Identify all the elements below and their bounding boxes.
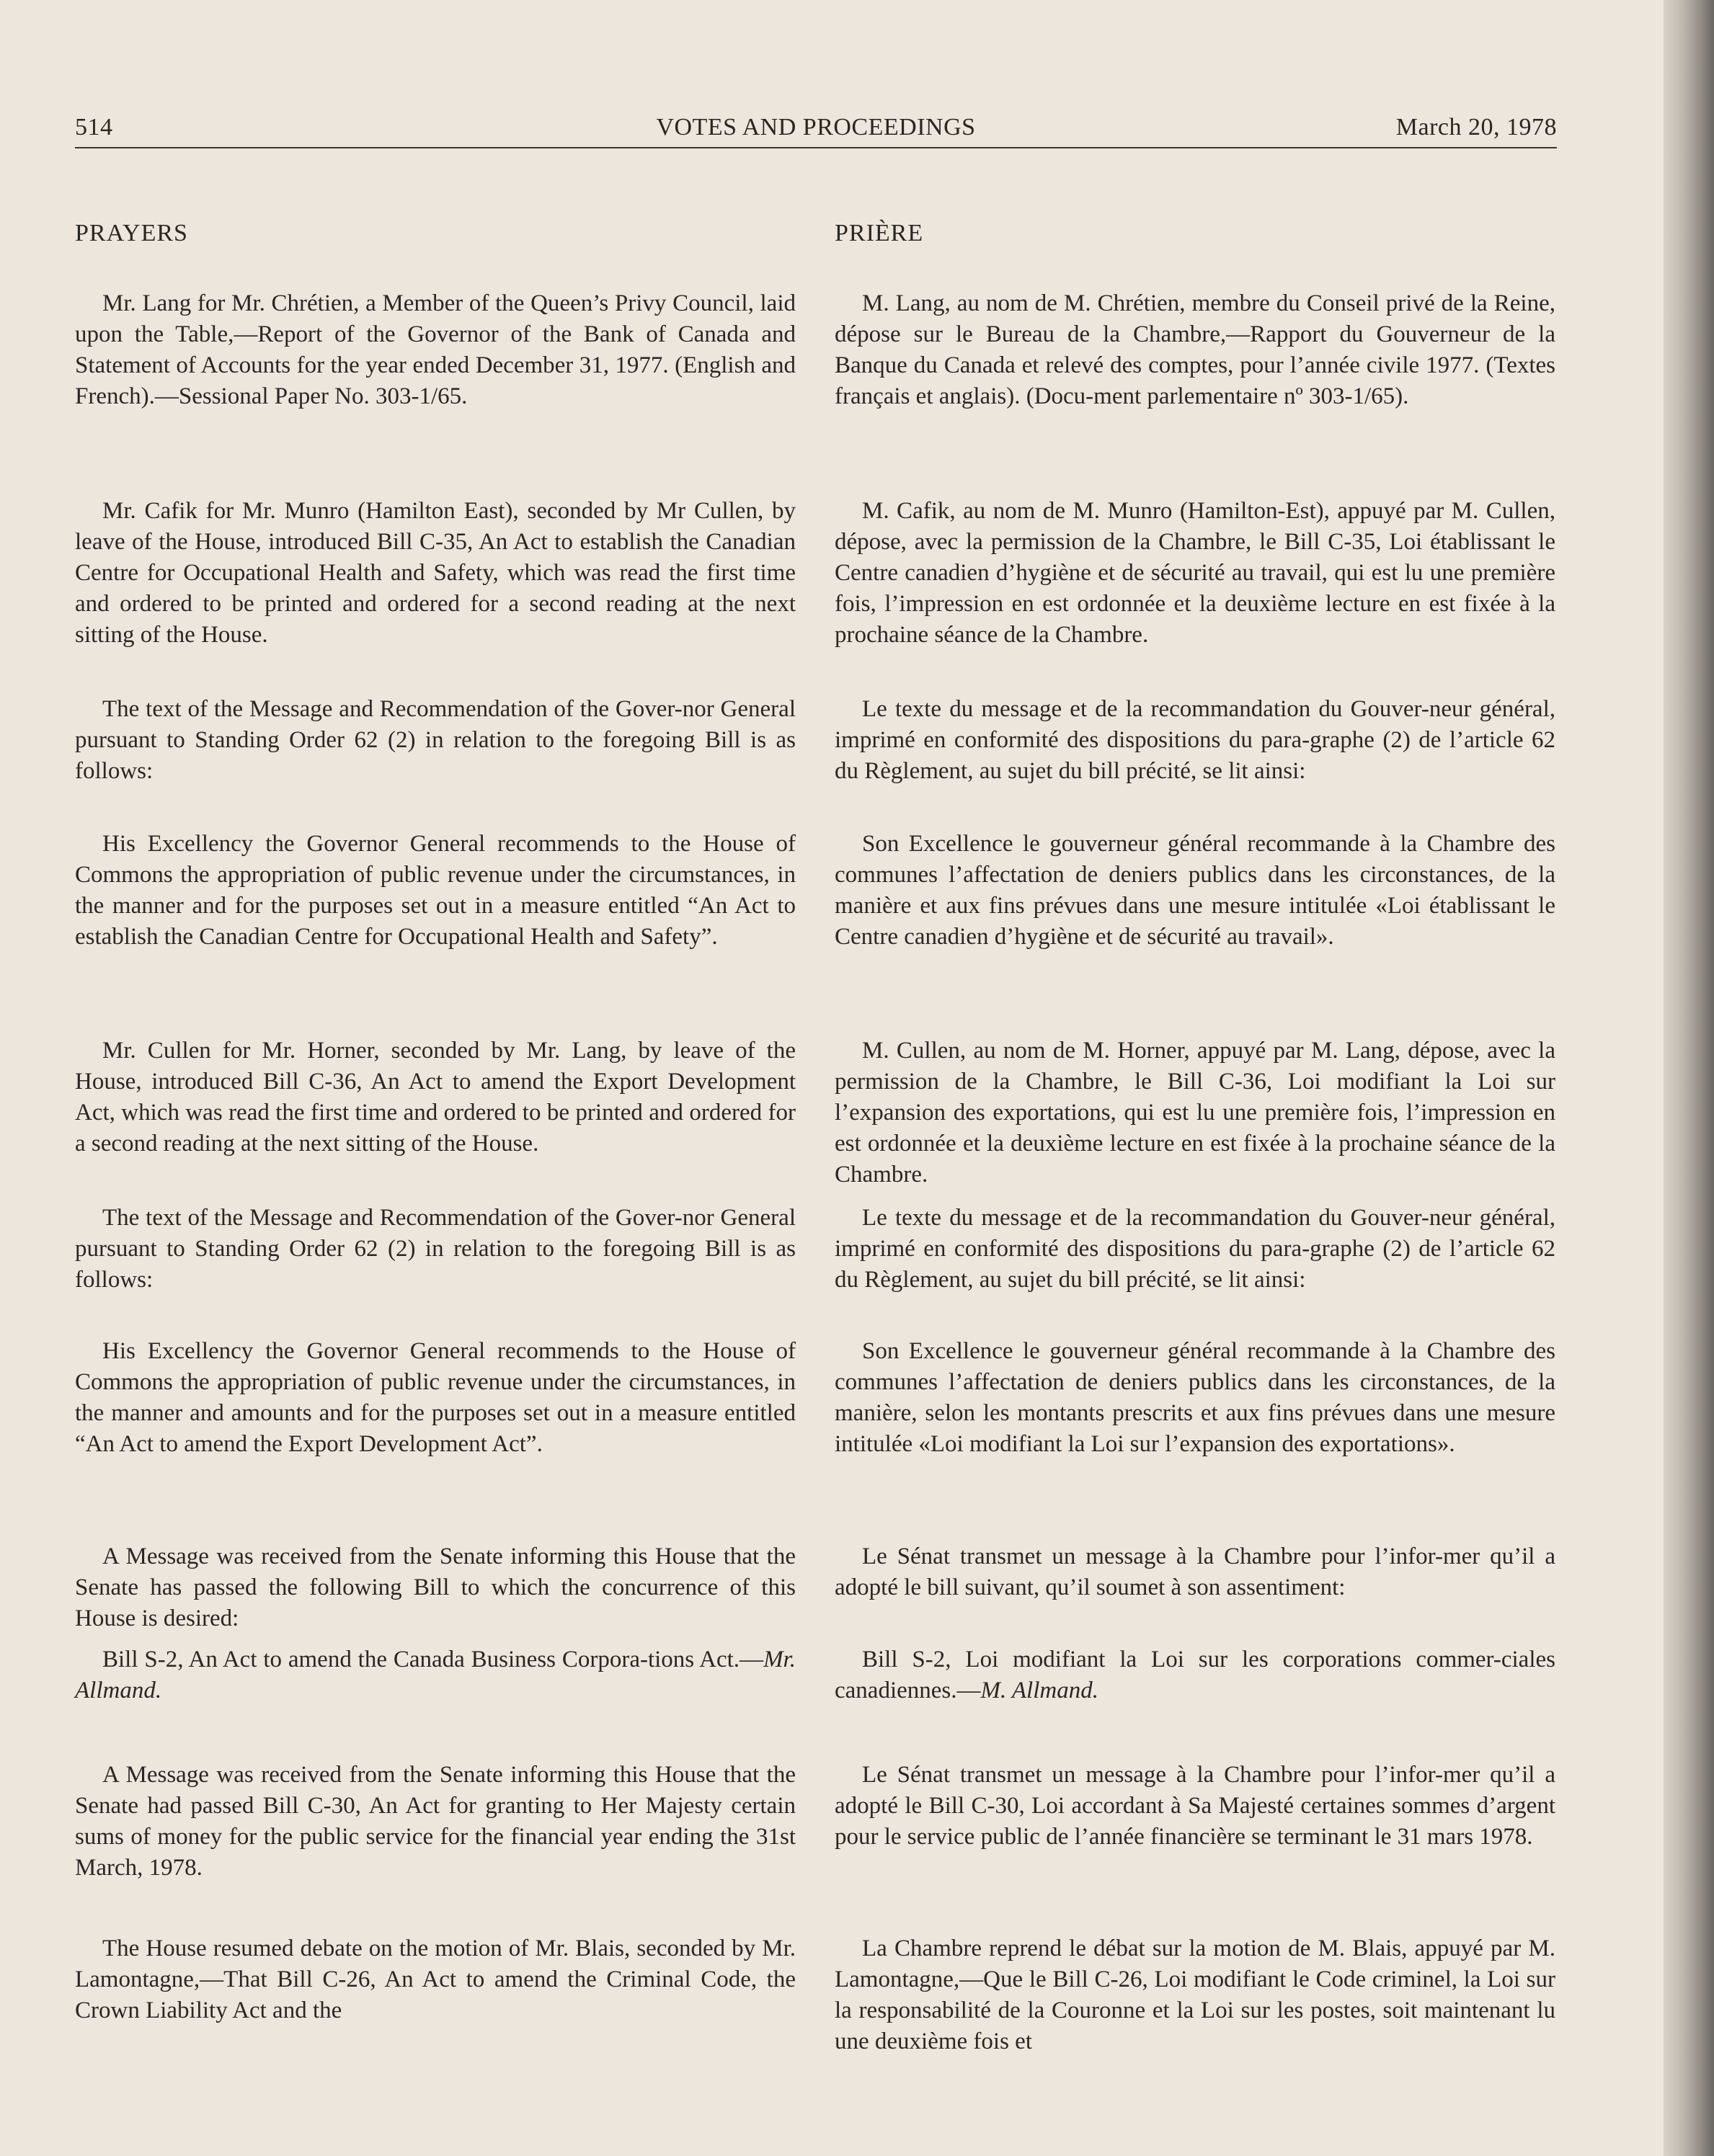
french-paragraph-3: Le texte du message et de la recommandation du Gouver-neur général, imprimé en conformité des dispositions du para-graphe (2) de l’article 62 du Règlement, au sujet du bill précité, se lit ainsi: <box>835 696 1555 784</box>
english-paragraph-9 <box>75 1644 796 1706</box>
page-number: 514 <box>75 114 113 141</box>
english-paragraph-11: The House resumed debate on the motion of Mr. Blais, seconded by Mr. Lamontagne,—That Bill C-26, An Act to amend the Criminal Code, the Crown Liability Act and the <box>75 1936 796 2023</box>
english-paragraph-8: A Message was received from the Senate informing this House that the Senate has passed the following Bill to which the concurrence of this House is desired: <box>75 1544 796 1631</box>
english-paragraph-2: Mr. Cafik for Mr. Munro (Hamilton East), seconded by Mr Cullen, by leave of the House, introduced Bill C-35, An Act to establish the Canadian Centre for Occupational Health and Safety, which was read the first time and ordered to be printed and ordered for a second reading at the next sitting of the House. <box>75 498 796 648</box>
french-paragraph-7: Son Excellence le gouverneur général recommande à la Chambre des communes l’affectation de deniers publics dans les circonstances, de la manière, selon les montants prescrits et aux fins prévues dans une mesure intitulée «Loi modifiant la Loi sur l’expansion des exportations». <box>835 1338 1555 1457</box>
french-heading: PRIÈRE <box>835 220 924 246</box>
issue-date: March 20, 1978 <box>1395 114 1557 141</box>
running-header <box>75 108 1557 148</box>
english-paragraph-6: The text of the Message and Recommendation of the Gover-nor General pursuant to Standing Order 62 (2) in relation to the foregoing Bill is as follows: <box>75 1205 796 1293</box>
french-paragraph-11: La Chambre reprend le débat sur la motion de M. Blais, appuyé par M. Lamontagne,—Que le Bill C-26, Loi modifiant le Code criminel, la Loi sur la responsabilité de la Couronne et la Loi sur les postes, soit maintenant lu une deuxième fois et <box>835 1936 1555 2054</box>
page-edge-shadow <box>1664 0 1714 2156</box>
english-paragraph-5: Mr. Cullen for Mr. Horner, seconded by Mr. Lang, by leave of the House, introduced Bill C-36, An Act to amend the Export Development Act, which was read the first time and ordered to be printed and ordered for a second reading at the next sitting of the House. <box>75 1038 796 1157</box>
french-paragraph-5: M. Cullen, au nom de M. Horner, appuyé par M. Lang, dépose, avec la permission de la Chambre, le Bill C-36, Loi modifiant la Loi sur l’expansion des exportations, qui est lu une première fois, l’impression en est ordonnée et la deuxième lecture en est fixée à la prochaine séance de la Chambre. <box>835 1038 1555 1188</box>
english-paragraph-3: The text of the Message and Recommendation of the Gover-nor General pursuant to Standing Order 62 (2) in relation to the foregoing Bill is as follows: <box>75 696 796 784</box>
french-paragraph-2: M. Cafik, au nom de M. Munro (Hamilton-Est), appuyé par M. Cullen, dépose, avec la permission de la Chambre, le Bill C-35, Loi établissant le Centre canadien d’hygiène et de sécurité au travail, qui est lu une première fois, l’impression en est ordonnée et la deuxième lecture en est fixée à la prochaine séance de la Chambre. <box>835 498 1555 648</box>
english-bill-s2-sponsor: Mr. Allmand. <box>75 1647 796 1703</box>
french-paragraph-10: Le Sénat transmet un message à la Chambre pour l’infor-mer qu’il a adopté le Bill C-30, Loi accordant à Sa Majesté certaines sommes d’argent pour le service public de l’année financière se terminant le 31 mars 1978. <box>835 1762 1555 1850</box>
english-bill-s2-text: Bill S-2, An Act to amend the Canada Business Corpora-tions Act.— <box>102 1647 764 1672</box>
english-heading: PRAYERS <box>75 220 188 246</box>
running-title: VOTES AND PROCEEDINGS <box>656 114 976 141</box>
french-paragraph-8: Le Sénat transmet un message à la Chambre pour l’infor-mer qu’il a adopté le bill suivant, qu’il soumet à son assentiment: <box>835 1544 1555 1600</box>
french-paragraph-1: M. Lang, au nom de M. Chrétien, membre du Conseil privé de la Reine, dépose sur le Bureau de la Chambre,—Rapport du Gouverneur de la Banque du Canada et relevé des comptes, pour l’année civile 1977. (Textes français et anglais). (Docu-ment parlementaire nº 303-1/65). <box>835 290 1555 409</box>
french-paragraph-9 <box>835 1644 1555 1706</box>
english-paragraph-10: A Message was received from the Senate informing this House that the Senate had passed Bill C-30, An Act for granting to Her Majesty certain sums of money for the public service for the financial year ending the 31st March, 1978. <box>75 1762 796 1881</box>
french-bill-s2-sponsor: M. Allmand. <box>980 1678 1098 1703</box>
english-paragraph-4: His Excellency the Governor General recommends to the House of Commons the appropriation of public revenue under the circumstances, in the manner and for the purposes set out in a measure entitled “An Act to establish the Canadian Centre for Occupational Health and Safety”. <box>75 831 796 950</box>
english-paragraph-1: Mr. Lang for Mr. Chrétien, a Member of the Queen’s Privy Council, laid upon the Table,—Report of the Governor of the Bank of Canada and Statement of Accounts for the year ended December 31, 1977. (English and French).—Sessional Paper No. 303-1/65. <box>75 290 796 409</box>
english-paragraph-7: His Excellency the Governor General recommends to the House of Commons the appropriation of public revenue under the circumstances, in the manner and amounts and for the purposes set out in a measure entitled “An Act to amend the Export Development Act”. <box>75 1338 796 1457</box>
french-paragraph-6: Le texte du message et de la recommandation du Gouver-neur général, imprimé en conformité des dispositions du para-graphe (2) de l’article 62 du Règlement, au sujet du bill précité, se lit ainsi: <box>835 1205 1555 1293</box>
french-bill-s2-text: Bill S-2, Loi modifiant la Loi sur les corporations commer-ciales canadiennes.— <box>835 1647 1555 1703</box>
french-paragraph-4: Son Excellence le gouverneur général recommande à la Chambre des communes l’affectation de deniers publics dans les circonstances, de la manière et aux fins prévues dans une mesure intitulée «Loi établissant le Centre canadien d’hygiène et de sécurité au travail». <box>835 831 1555 950</box>
